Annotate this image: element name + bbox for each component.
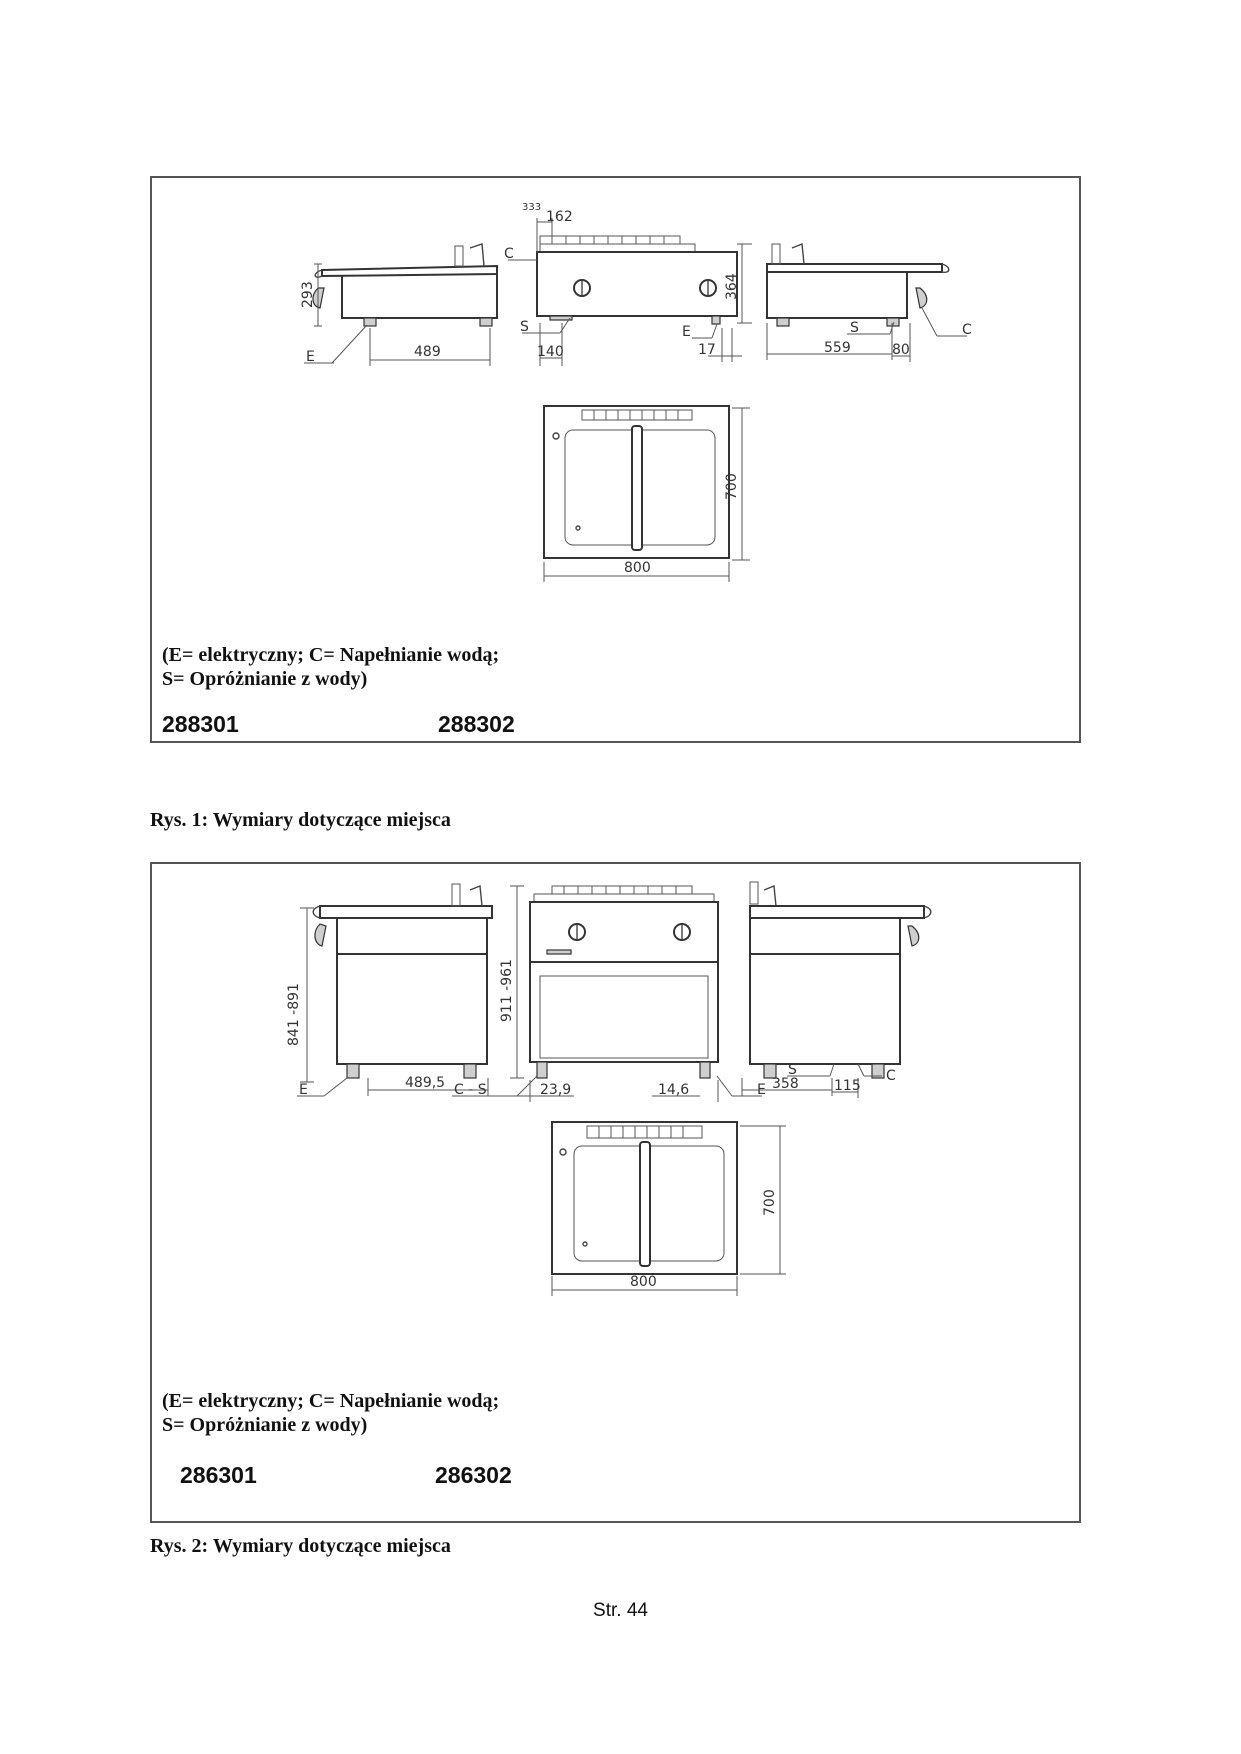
fig1-dim-80: 80	[892, 342, 910, 358]
figure-1-panel	[150, 176, 1081, 743]
fig1-dim-333: 333	[522, 202, 542, 213]
fig1-dim-17: 17	[698, 342, 716, 358]
page-number: Str. 44	[593, 1600, 648, 1621]
fig1-code-right: 288302	[438, 711, 515, 737]
fig1-label-s-right: S	[850, 320, 859, 336]
fig2-label-s-right: S	[788, 1062, 797, 1078]
fig2-code-left: 286301	[180, 1462, 257, 1488]
fig2-label-e-front: E	[757, 1082, 766, 1098]
fig2-label-e-left: E	[299, 1082, 308, 1098]
fig1-dim-293: 293	[300, 281, 316, 308]
fig1-legend	[162, 643, 499, 691]
fig2-dim-358: 358	[772, 1076, 799, 1092]
fig1-label-e-left: E	[306, 349, 315, 365]
fig2-left-side-view	[286, 884, 492, 1098]
fig2-dim-911: 911 -961	[499, 959, 515, 1022]
fig1-left-side-view	[300, 244, 497, 366]
fig1-dim-559: 559	[824, 340, 851, 356]
fig1-caption: Rys. 1: Wymiary dotyczące miejsca	[150, 809, 451, 831]
figure-2-panel	[150, 862, 1081, 1523]
fig2-dim-4895: 489,5	[405, 1075, 446, 1091]
fig2-legend	[162, 1389, 499, 1437]
fig2-legend-line2: S= Opróżnianie z wody)	[162, 1414, 368, 1436]
fig2-dim-239: 23,9	[540, 1082, 572, 1098]
fig2-right-side-view	[742, 882, 931, 1098]
fig2-front-view	[452, 886, 766, 1102]
fig1-label-s-front: S	[520, 319, 529, 335]
fig1-label-e-front: E	[682, 324, 691, 340]
fig1-dim-364: 364	[724, 273, 740, 300]
fig2-dim-146: 14,6	[658, 1082, 690, 1098]
fig2-dim-800: 800	[630, 1274, 657, 1290]
fig1-label-c-right: C	[962, 322, 972, 338]
fig1-label-c-front: C	[504, 246, 514, 262]
fig1-legend-line1: (E= elektryczny; C= Napełnianie wodą;	[162, 644, 500, 666]
fig1-dim-800: 800	[624, 560, 651, 576]
fig2-label-c-right: C	[886, 1068, 896, 1084]
fig2-dim-841: 841 -891	[286, 983, 302, 1046]
fig1-right-side-view	[767, 244, 972, 362]
fig2-caption: Rys. 2: Wymiary dotyczące miejsca	[150, 1535, 451, 1557]
fig1-dim-489: 489	[414, 344, 441, 360]
fig1-front-view	[504, 202, 752, 366]
fig2-dim-700: 700	[762, 1189, 778, 1216]
fig2-code-right: 286302	[435, 1462, 512, 1488]
fig1-top-view	[544, 406, 750, 582]
fig2-label-cs: C - S	[454, 1082, 487, 1098]
fig1-dim-700: 700	[724, 473, 740, 500]
fig1-code-left: 288301	[162, 711, 239, 737]
fig2-dim-115: 115	[834, 1078, 861, 1094]
fig2-top-view	[552, 1122, 786, 1296]
fig1-dim-140: 140	[537, 344, 564, 360]
fig1-dim-162: 162	[546, 209, 573, 225]
fig2-legend-line1: (E= elektryczny; C= Napełnianie wodą;	[162, 1390, 500, 1412]
fig1-legend-line2: S= Opróżnianie z wody)	[162, 668, 368, 690]
